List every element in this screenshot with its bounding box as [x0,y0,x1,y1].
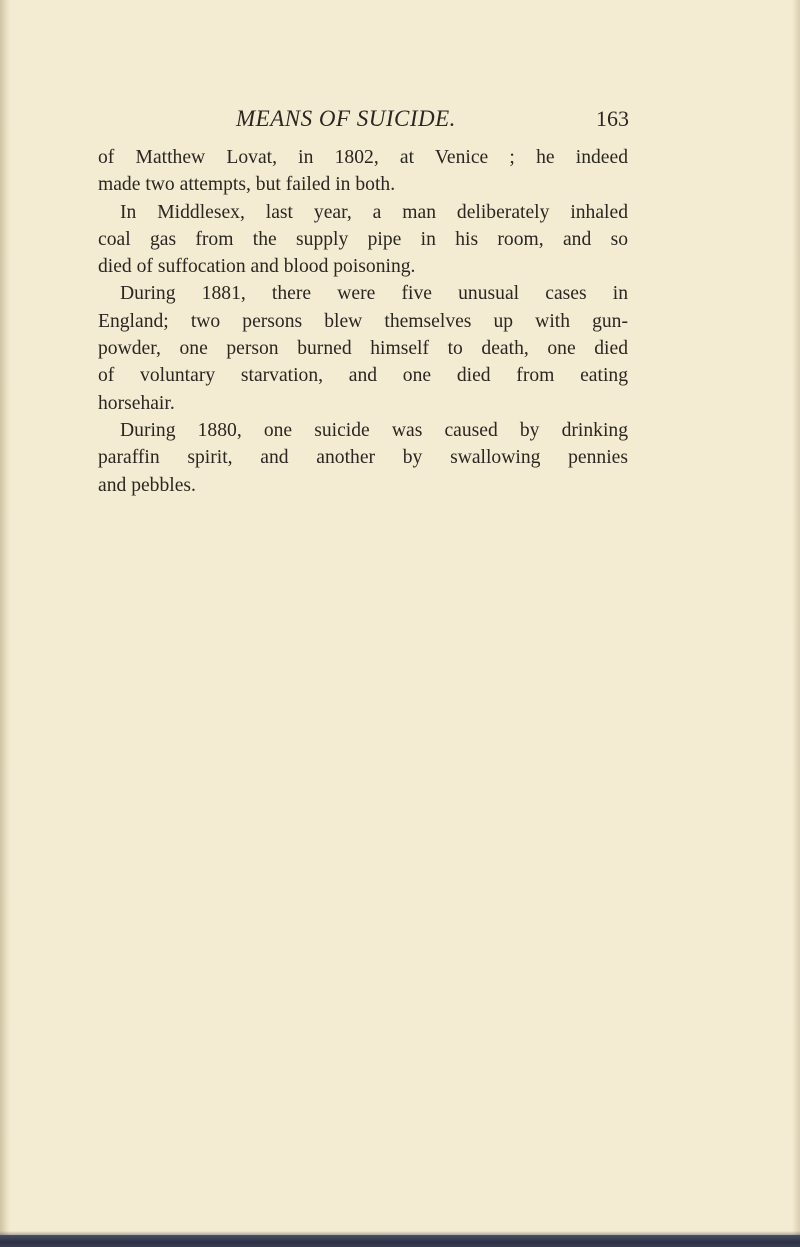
scan-bottom-edge [0,1235,800,1247]
text-line: made two attempts, but failed in both. [98,174,396,196]
paragraph-3 [98,280,628,416]
text-line: of Matthew Lovat, in 1802, at Venice ; he indeed [98,147,628,168]
paragraph-2 [98,199,628,281]
running-head-title: MEANS OF SUICIDE. [236,106,456,131]
text-line: died of suffocation and blood poisoning. [98,256,416,278]
page-right-edge [792,0,800,1247]
text-line: England; two persons blew themselves up with gun- [98,310,628,332]
page-number: 163 [596,106,629,131]
text-line: paraffin spirit, and another by swallowing pennies [98,447,628,469]
text-line: of voluntary starvation, and one died from eating [98,365,628,387]
paragraph-4 [98,417,628,499]
paragraph-1 [98,144,628,199]
body-text [98,144,628,499]
text-line: powder, one person burned himself to death, one died [98,338,628,360]
page-left-edge [0,0,10,1247]
text-line: During 1880, one suicide was caused by drinking [120,419,628,441]
text-line: In Middlesex, last year, a man deliberately inhaled [120,201,628,223]
text-line: During 1881, there were five unusual cases in [120,283,628,305]
text-line: and pebbles. [98,474,196,496]
running-head [0,106,800,136]
text-line: horsehair. [98,392,175,414]
text-line: coal gas from the supply pipe in his room, and so [98,228,628,250]
